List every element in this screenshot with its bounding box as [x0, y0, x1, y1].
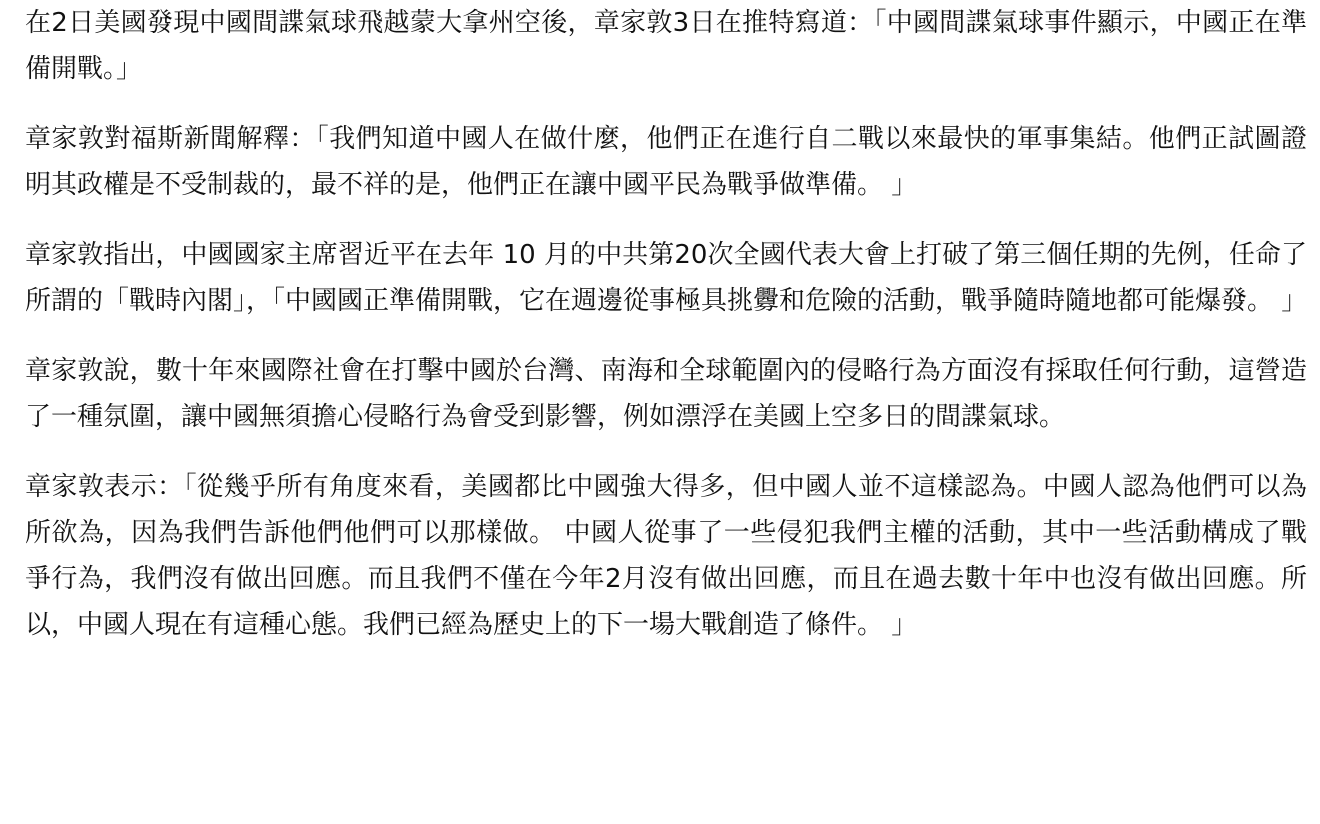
article-paragraph: 章家敦說，數十年來國際社會在打擊中國於台灣、南海和全球範圍內的侵略行為方面沒有採取任何行動，這營造了一種氛圍，讓中國無須擔心侵略行為會受到影響，例如漂浮在美國上空多日的間諜氣球。	[25, 356, 1307, 432]
article-paragraph: 章家敦指出，中國國家主席習近平在去年 10 月的中共第20次全國代表大會上打破了第三個任期的先例，任命了所謂的「戰時內閣」，「中國國正準備開戰，它在週邊從事極具挑釁和危險的活動，戰爭隨時隨地都可能爆發。 」	[25, 240, 1308, 316]
article-body	[25, 0, 1307, 672]
article-paragraph: 章家敦對福斯新聞解釋：「我們知道中國人在做什麼，他們正在進行自二戰以來最快的軍事集結。他們正試圖證明其政權是不受制裁的，最不祥的是，他們正在讓中國平民為戰爭做準備。 」	[25, 124, 1307, 200]
article-paragraph: 在2日美國發現中國間諜氣球飛越蒙大拿州空後，章家敦3日在推特寫道：「中國間諜氣球事件顯示，中國正在準備開戰。」	[25, 8, 1307, 84]
article-paragraph: 章家敦表示：「從幾乎所有角度來看，美國都比中國強大得多，但中國人並不這樣認為。中國人認為他們可以為所欲為，因為我們告訴他們他們可以那樣做。 中國人從事了一些侵犯我們主權的活動，其中一些活動構成了戰爭行為，我們沒有做出回應。而且我們不僅在今年2月沒有做出回應，而且在過去數十年中也沒有做出回應。所以，中國人現在有這種心態。我們已經為歷史上的下一場大戰創造了條件。 」	[25, 472, 1307, 640]
